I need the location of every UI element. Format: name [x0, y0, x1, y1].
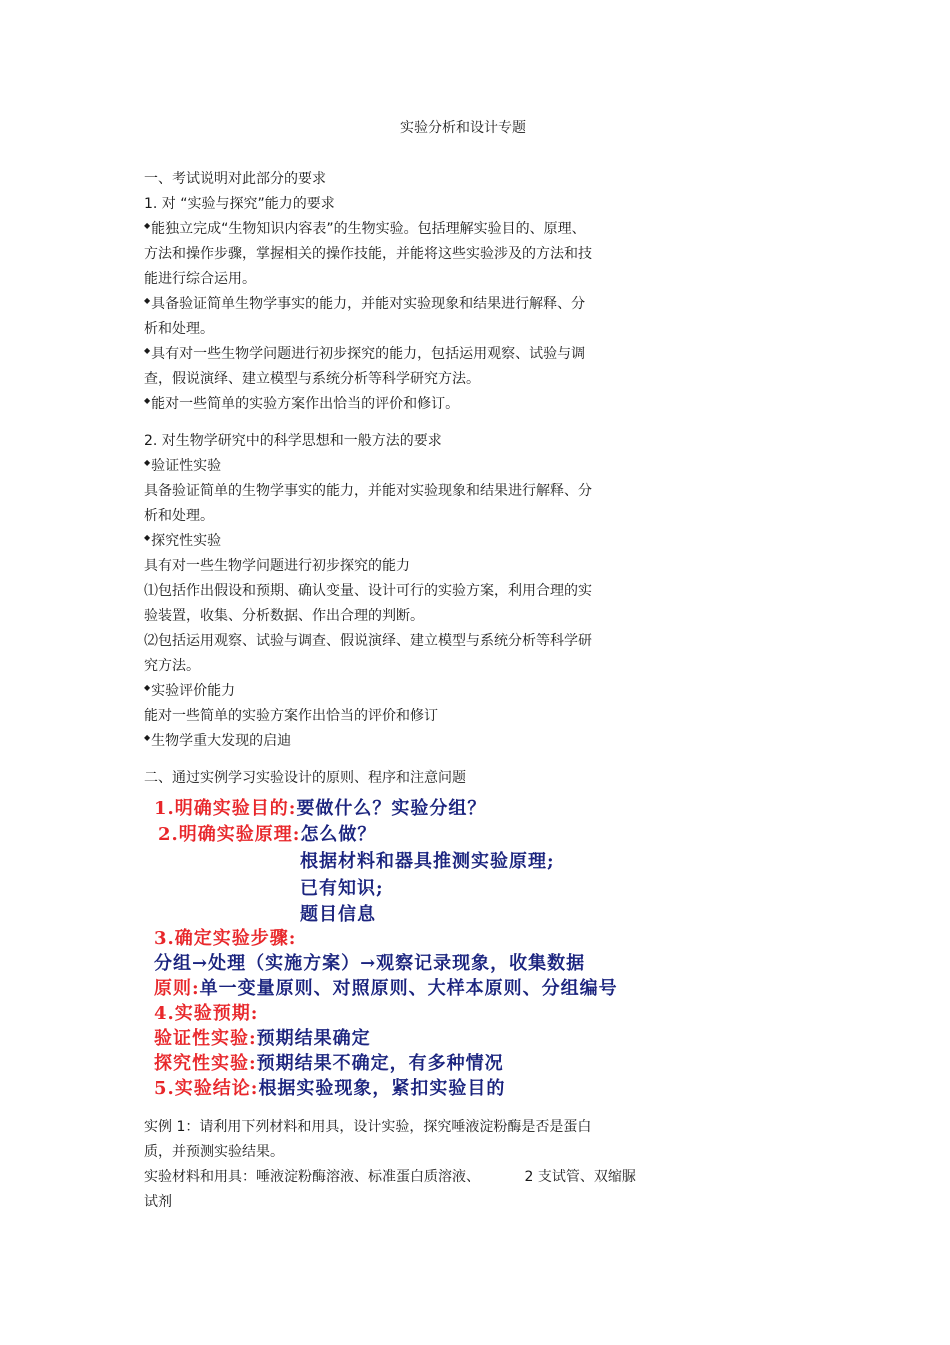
- text-line: 具有对一些生物学问题进行初步探究的能力: [144, 558, 410, 574]
- text: 生物学重大发现的启迪: [151, 733, 292, 749]
- figure-text: 怎么做？: [300, 824, 377, 845]
- section-heading: 一、考试说明对此部分的要求: [144, 171, 326, 187]
- figure-line: [154, 978, 618, 1000]
- experiment-design-figure: [150, 796, 650, 1106]
- diamond-bullet-icon: ◆: [144, 396, 151, 405]
- bullet-line: [144, 457, 221, 477]
- figure-line: [154, 1053, 504, 1075]
- figure-text: 1.明确实验目的:: [154, 798, 297, 819]
- figure-text: 4.实验预期:: [154, 1003, 259, 1024]
- bullet-line: [144, 395, 459, 415]
- text-line: 验装置，收集、分析数据、作出合理的判断。: [144, 608, 424, 624]
- figure-text: 探究性实验:: [154, 1053, 257, 1074]
- figure-text: 预期结果确定: [256, 1028, 371, 1049]
- bullet-line: [144, 345, 585, 365]
- text-line: 实例 1：请利用下列材料和用具，设计实验，探究唾液淀粉酶是否是蛋白: [144, 1119, 592, 1135]
- text-line: 能进行综合运用。: [144, 271, 256, 287]
- bullet-line: [144, 220, 586, 240]
- diamond-bullet-icon: ◆: [144, 533, 151, 542]
- text: 具备验证简单生物学事实的能力，并能对实验现象和结果进行解释、分: [151, 296, 586, 312]
- diamond-bullet-icon: ◆: [144, 733, 151, 742]
- text-line: 析和处理。: [144, 321, 214, 337]
- page-title: 实验分析和设计专题: [400, 120, 526, 136]
- figure-text: 要做什么？实验分组？: [296, 798, 487, 819]
- figure-text: 单一变量原则、对照原则、大样本原则、分组编号: [199, 978, 618, 999]
- diamond-bullet-icon: ◆: [144, 683, 151, 692]
- bullet-line: [144, 532, 221, 552]
- figure-text: 验证性实验:: [154, 1028, 257, 1049]
- subheading: 1. 对 “实验与探究”能力的要求: [144, 196, 335, 212]
- bullet-line: [144, 295, 585, 315]
- text-line: 试剂: [144, 1194, 172, 1210]
- diamond-bullet-icon: ◆: [144, 346, 151, 355]
- figure-text: 原则:: [154, 978, 200, 999]
- figure-text: 分组→处理（实施方案）→观察记录现象，收集数据: [154, 953, 586, 974]
- figure-text: 2.明确实验原理:: [158, 824, 301, 845]
- figure-text: 预期结果不确定，有多种情况: [256, 1053, 504, 1074]
- text-line: 具备验证简单的生物学事实的能力，并能对实验现象和结果进行解释、分: [144, 483, 592, 499]
- text-line: 究方法。: [144, 658, 200, 674]
- diamond-bullet-icon: ◆: [144, 296, 151, 305]
- section-heading: 二、通过实例学习实验设计的原则、程序和注意问题: [144, 770, 466, 786]
- figure-line: [154, 1028, 371, 1050]
- figure-text: 5.实验结论:: [154, 1078, 259, 1099]
- diamond-bullet-icon: ◆: [144, 221, 151, 230]
- bullet-line: [144, 732, 291, 752]
- figure-text: 根据材料和器具推测实验原理;: [300, 851, 555, 872]
- figure-text: 已有知识;: [300, 878, 384, 899]
- diamond-bullet-icon: ◆: [144, 458, 151, 467]
- text-line: 方法和操作步骤，掌握相关的操作技能，并能将这些实验涉及的方法和技: [144, 246, 592, 262]
- subheading: 2. 对生物学研究中的科学思想和一般方法的要求: [144, 433, 442, 449]
- text: 能独立完成“生物知识内容表”的生物实验。包括理解实验目的、原理、: [151, 221, 586, 237]
- figure-text: 题目信息: [300, 904, 376, 925]
- text-line: 质，并预测实验结果。: [144, 1144, 284, 1160]
- text: 能对一些简单的实验方案作出恰当的评价和修订。: [151, 396, 460, 412]
- figure-line: [158, 824, 376, 846]
- text-line: ⑵包括运用观察、试验与调查、假说演绎、建立模型与系统分析等科学研: [144, 633, 592, 649]
- text-line: 能对一些简单的实验方案作出恰当的评价和修订: [144, 708, 438, 724]
- text: 探究性实验: [151, 533, 222, 549]
- text: 具有对一些生物学问题进行初步探究的能力，包括运用观察、试验与调: [151, 346, 586, 362]
- text: 实验评价能力: [151, 683, 236, 699]
- figure-line: [154, 1078, 505, 1100]
- text-line: 析和处理。: [144, 508, 214, 524]
- text-line: 查，假说演绎、建立模型与系统分析等科学研究方法。: [144, 371, 480, 387]
- figure-text: 根据实验现象，紧扣实验目的: [258, 1078, 506, 1099]
- text: 验证性实验: [151, 458, 222, 474]
- figure-text: 3.确定实验步骤:: [154, 928, 297, 949]
- bullet-line: [144, 682, 235, 702]
- text-line: 实验材料和用具：唾液淀粉酶溶液、标准蛋白质溶液、 2 支试管、双缩脲: [144, 1169, 636, 1185]
- figure-line: [154, 798, 486, 820]
- text-line: ⑴包括作出假设和预期、确认变量、设计可行的实验方案，利用合理的实: [144, 583, 592, 599]
